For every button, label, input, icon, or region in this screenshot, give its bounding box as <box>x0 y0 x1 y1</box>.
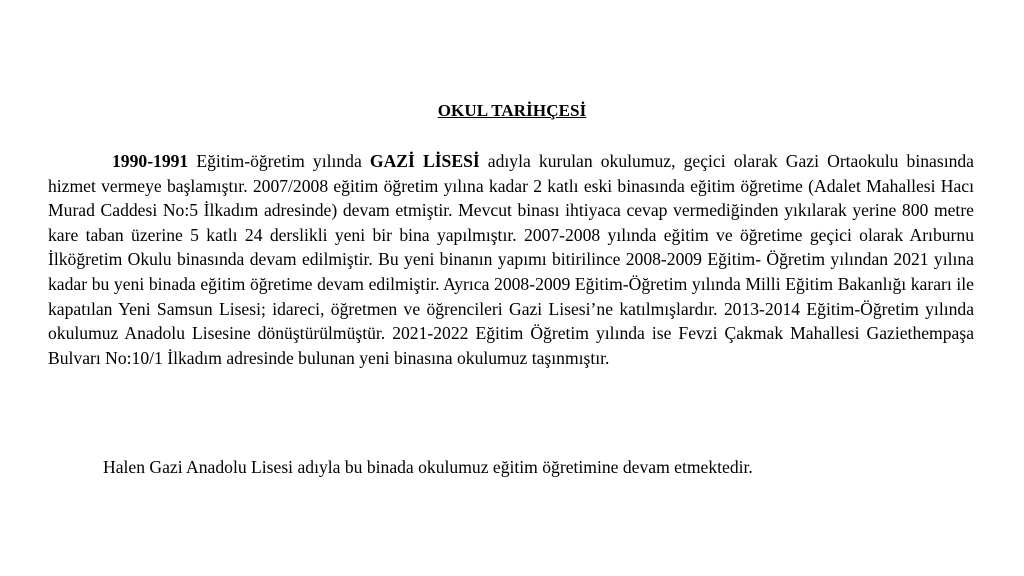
school-name: GAZİ LİSESİ <box>369 151 480 171</box>
closing-paragraph: Halen Gazi Anadolu Lisesi adıyla bu binada okulumuz eğitim öğretimine devam etmektedir. <box>103 457 753 477</box>
page-title: OKUL TARİHÇESİ <box>437 101 587 120</box>
history-paragraph <box>48 149 974 370</box>
history-text-body: adıyla kurulan okulumuz, geçici olarak Gazi Ortaokulu binasında hizmet vermeye başlamıştır. 2007/2008 eğitim öğretim yılına kadar 2 katlı eski binasında eğitim öğretime (Adalet Mahallesi Hacı Murad Caddesi No:5 İlkadım adresinde) devam etmiştir. Mevcut binası ihtiyaca cevap vermediğinden yıkılarak yerine 800 metre kare taban üzerine 5 katlı 24 derslikli yeni bir bina yapılmıştır. 2007-2008 yılında eğitim ve öğretime geçici olarak Arıburnu İlköğretim Okulu binasında devam edilmiştir. Bu yeni binanın yapımı bitirilince 2008-2009 Eğitim- Öğretim yılından 2021 yılına kadar bu yeni binada eğitim öğretime devam edilmiştir. Ayrıca 2008-2009 Eğitim-Öğretim yılında Milli Eğitim Bakanlığı kararı ile kapatılan Yeni Samsun Lisesi; idareci, öğretmen ve öğrencileri Gazi Lisesi’ne katılmışlardır. 2013-2014 Eğitim-Öğretim yılında okulumuz Anadolu Lisesine dönüştürülmüştür. 2021-2022 Eğitim Öğretim yılında ise Fevzi Çakmak Mahallesi Gaziethempaşa Bulvarı No:10/1 İlkadım adresinde bulunan yeni binasına okulumuz taşınmıştır. <box>48 151 974 368</box>
history-text-intro: Eğitim-öğretim yılında <box>188 151 370 171</box>
founding-years: 1990-1991 <box>112 151 189 171</box>
